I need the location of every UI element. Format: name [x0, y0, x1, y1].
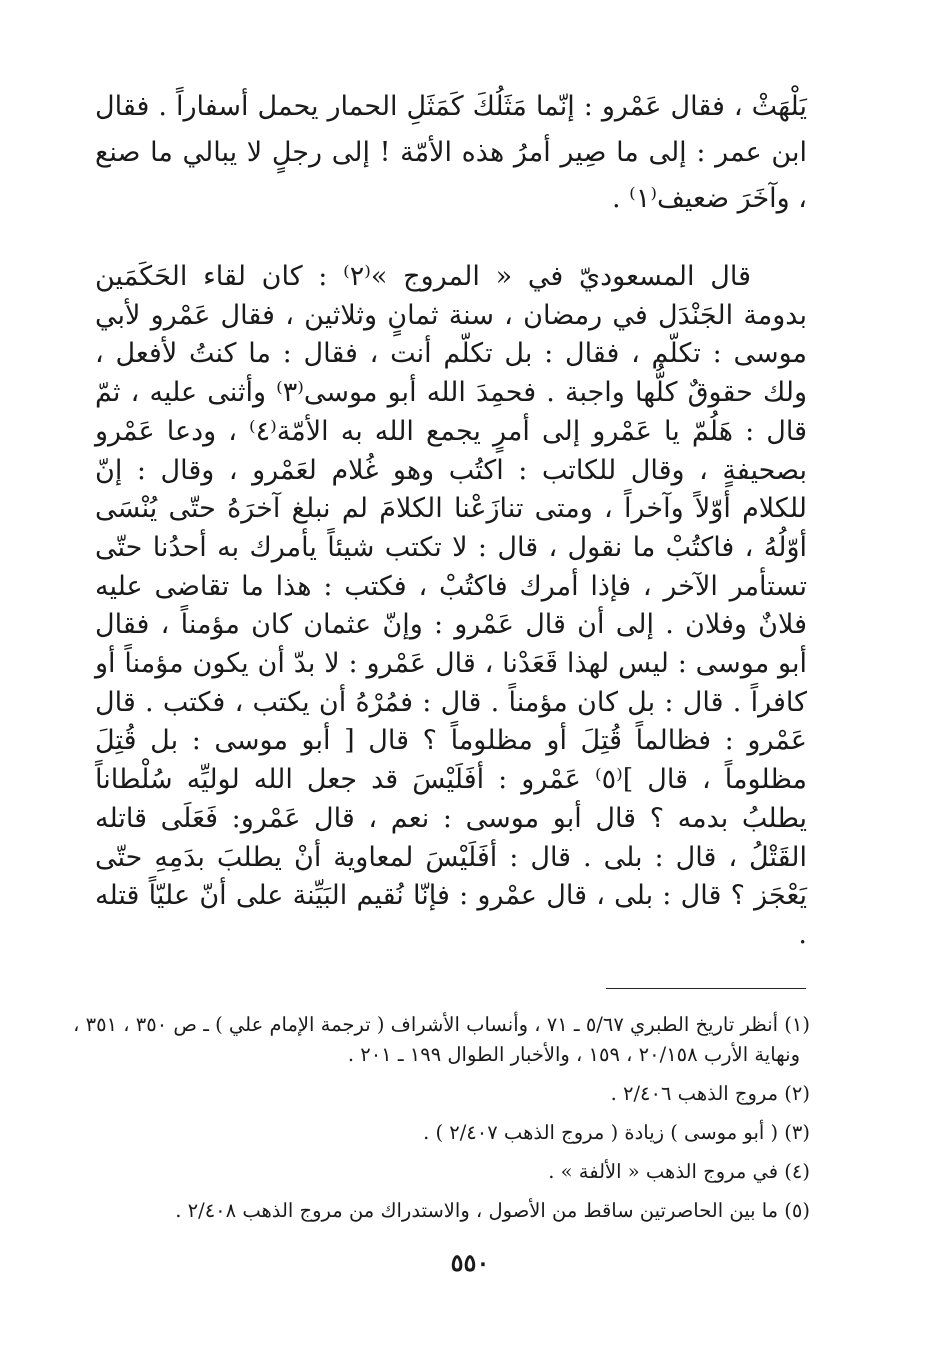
- paragraph-2: قال المسعوديّ في « المروج »⁽٢⁾ : كان لقاء الحَكَمَين بدومة الجَنْدَل في رمضان ، سنة ثمانٍ وثلاثين ، فقال عَمْرو لأبي موسى : تكلّم ، فقال : بل تكلّم أنت ، فقال : ما كنتُ لأفعل ، ولك حقوقٌ كلُّها واجبة . فحمِدَ الله أبو موسى⁽٣⁾ وأثنى عليه ، ثمّ قال : هَلُمّ يا عَمْرو إلى أمرٍ يجمع الله به الأمّة⁽٤⁾ ، ودعا عَمْرو بصحيفةٍ ، وقال للكاتب : اكتُب وهو غُلام لعَمْرو ، وقال : إنّ للكلام أوّلاً وآخراً ، ومتى تنازَعْنا الكلامَ لم نبلغ آخرَهُ حتّى يُنْسَى أوّلُهُ ، فاكتُبْ ما نقول ، قال : لا تكتب شيئاً يأمرك به أحدُنا حتّى تستأمر الآخر ، فإذا أمرك فاكتُبْ ، فكتب : هذا ما تقاضى عليه فلانٌ وفلان . إلى أن قال عَمْرو : وإنّ عثمان كان مؤمناً ، فقال أبو موسى : ليس لهذا قَعَدْنا ، قال عَمْرو : لا بدّ أن يكون مؤمناً أو كافراً . قال : بل كان مؤمناً . قال : فمُرْهُ أن يكتب ، فكتب . قال عَمْرو : فظالماً قُتِلَ أو مظلوماً ؟ قال [ أبو موسى : بل قُتِلَ مظلوماً ، قال ]⁽٥⁾ عَمْرو : أفَلَيْسَ قد جعل الله لوليِّه سُلْطاناً يطلبُ بدمه ؟ قال أبو موسى : نعم ، قال عَمْرو: فَعَلَى قاتله القَتْلُ ، قال : بلى . قال : أفَلَيْسَ لمعاوية أنْ يطلبَ بدَمِهِ حتّى يَعْجَز ؟ قال : بلى ، قال عمْرو : فإنّا نُقيم البَيِّنة على أنّ عليّاً قتله .: [95, 261, 807, 950]
- footnote-3: (٣) ( أبو موسى ) زيادة ( مروج الذهب ٢/٤٠٧ ) .: [423, 1121, 810, 1144]
- footnote-4: (٤) في مروج الذهب « الألفة » .: [548, 1160, 810, 1183]
- page-number: ٥٥٠: [450, 1248, 490, 1277]
- footnotes: [73, 1010, 810, 1235]
- footnote-divider: [606, 988, 806, 989]
- footnote-1: [73, 1010, 810, 1070]
- footnote-5: (٥) ما بين الحاصرتين ساقط من الأصول ، والاستدراك من مروج الذهب ٢/٤٠٨ .: [175, 1199, 810, 1222]
- footnote-2: (٢) مروج الذهب ٢/٤٠٦ .: [610, 1082, 810, 1105]
- body-text-top: [95, 84, 807, 222]
- paragraph-1: يَلْهَثْ ، فقال عَمْرو : إنّما مَثَلُكَ كَمَثَلِ الحمار يحمل أسفاراً . فقال ابن عمر : إلى ما صِير أمرُ هذه الأمّة ! إلى رجلٍ لا يبالي ما صنع ، وآخَرَ ضعيف⁽١⁾ .: [95, 91, 807, 214]
- body-text-main: [95, 258, 807, 955]
- footnote-1-line-1: (١) أنظر تاريخ الطبري ٥/٦٧ ـ ٧١ ، وأنساب الأشراف ( ترجمة الإمام علي ) ـ ص ٣٥٠ ، ٣٥١ ،: [73, 1013, 810, 1036]
- footnote-1-line-2: ونهاية الأرب ٢٠/١٥٨ ، ١٥٩ ، والأخبار الطوال ١٩٩ ـ ٢٠١ .: [347, 1043, 800, 1066]
